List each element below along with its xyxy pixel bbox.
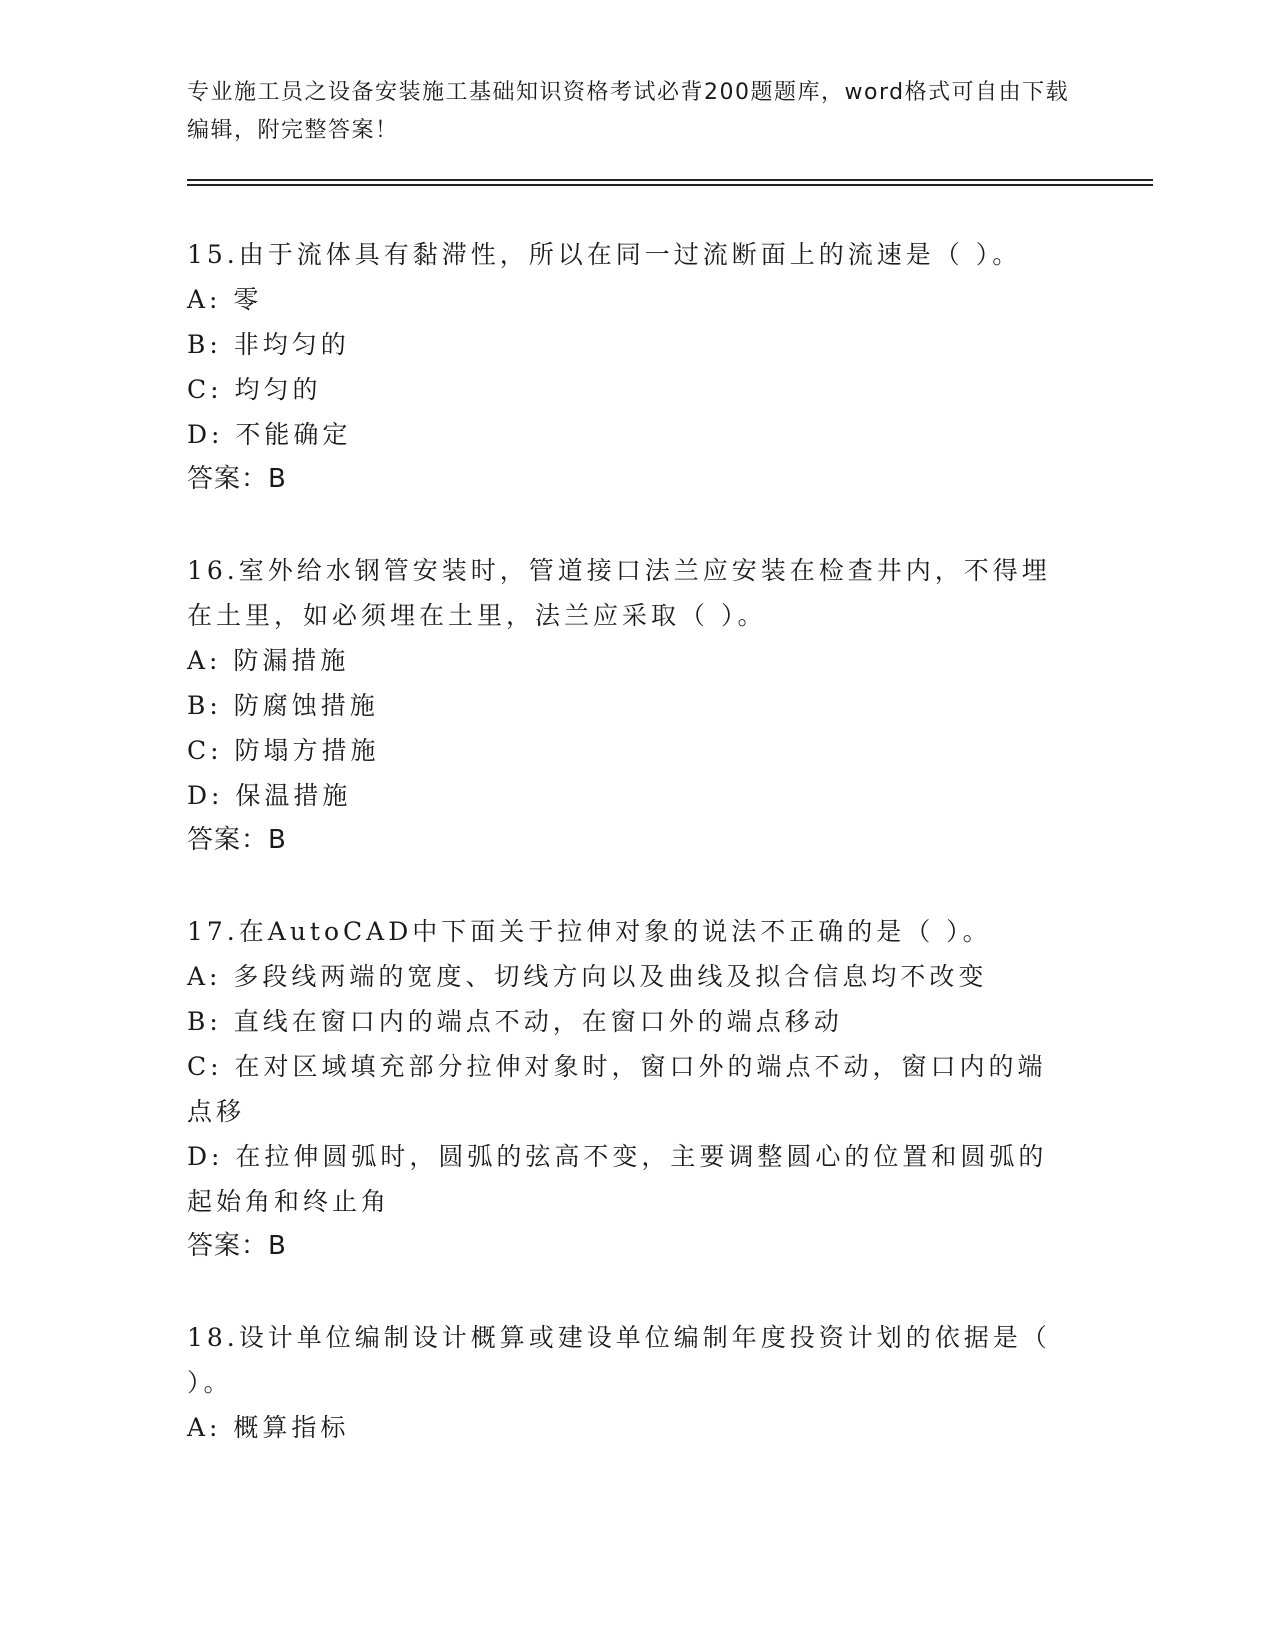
option-a: A: 概算指标 xyxy=(187,1413,350,1442)
option-a: A: 防漏措施 xyxy=(187,646,350,675)
option-b: B: 防腐蚀措施 xyxy=(187,691,379,720)
question-17 xyxy=(187,909,1067,1269)
option-d: D: 在拉伸圆弧时，圆弧的弦高不变，主要调整圆心的位置和圆弧的起始角和终止角 xyxy=(187,1142,1048,1216)
option-b: B: 非均匀的 xyxy=(187,330,350,359)
question-stem: 18.设计单位编制设计概算或建设单位编制年度投资计划的依据是（ ）。 xyxy=(187,1323,1051,1397)
option-a: A: 零 xyxy=(187,285,263,314)
option-c: C: 均匀的 xyxy=(187,375,322,404)
question-stem: 15.由于流体具有黏滞性，所以在同一过流断面上的流速是（ ）。 xyxy=(187,240,1022,269)
option-c: C: 防塌方措施 xyxy=(187,736,380,765)
option-c: C: 在对区域填充部分拉伸对象时，窗口外的端点不动，窗口内的端点移 xyxy=(187,1052,1047,1126)
question-18 xyxy=(187,1315,1067,1450)
question-list xyxy=(187,232,1067,1496)
option-d: D: 保温措施 xyxy=(187,781,352,810)
option-d: D: 不能确定 xyxy=(187,420,352,449)
document-header: 专业施工员之设备安装施工基础知识资格考试必背200题题库，word格式可自由下载编辑，附完整答案！ xyxy=(187,80,1070,143)
header-divider-bottom xyxy=(187,184,1153,186)
option-a: A: 多段线两端的宽度、切线方向以及曲线及拟合信息均不改变 xyxy=(187,962,988,991)
question-15 xyxy=(187,232,1067,502)
question-stem: 17.在AutoCAD中下面关于拉伸对象的说法不正确的是（ ）。 xyxy=(187,917,992,946)
answer-line: 答案：B xyxy=(187,825,287,855)
option-b: B: 直线在窗口内的端点不动，在窗口外的端点移动 xyxy=(187,1007,843,1036)
question-16 xyxy=(187,548,1067,863)
question-stem: 16.室外给水钢管安装时，管道接口法兰应安装在检查井内，不得埋在土里，如必须埋在土里，法兰应采取（ ）。 xyxy=(187,556,1051,630)
answer-line: 答案：B xyxy=(187,1231,287,1261)
answer-line: 答案：B xyxy=(187,464,287,494)
header-divider-top xyxy=(187,179,1153,181)
